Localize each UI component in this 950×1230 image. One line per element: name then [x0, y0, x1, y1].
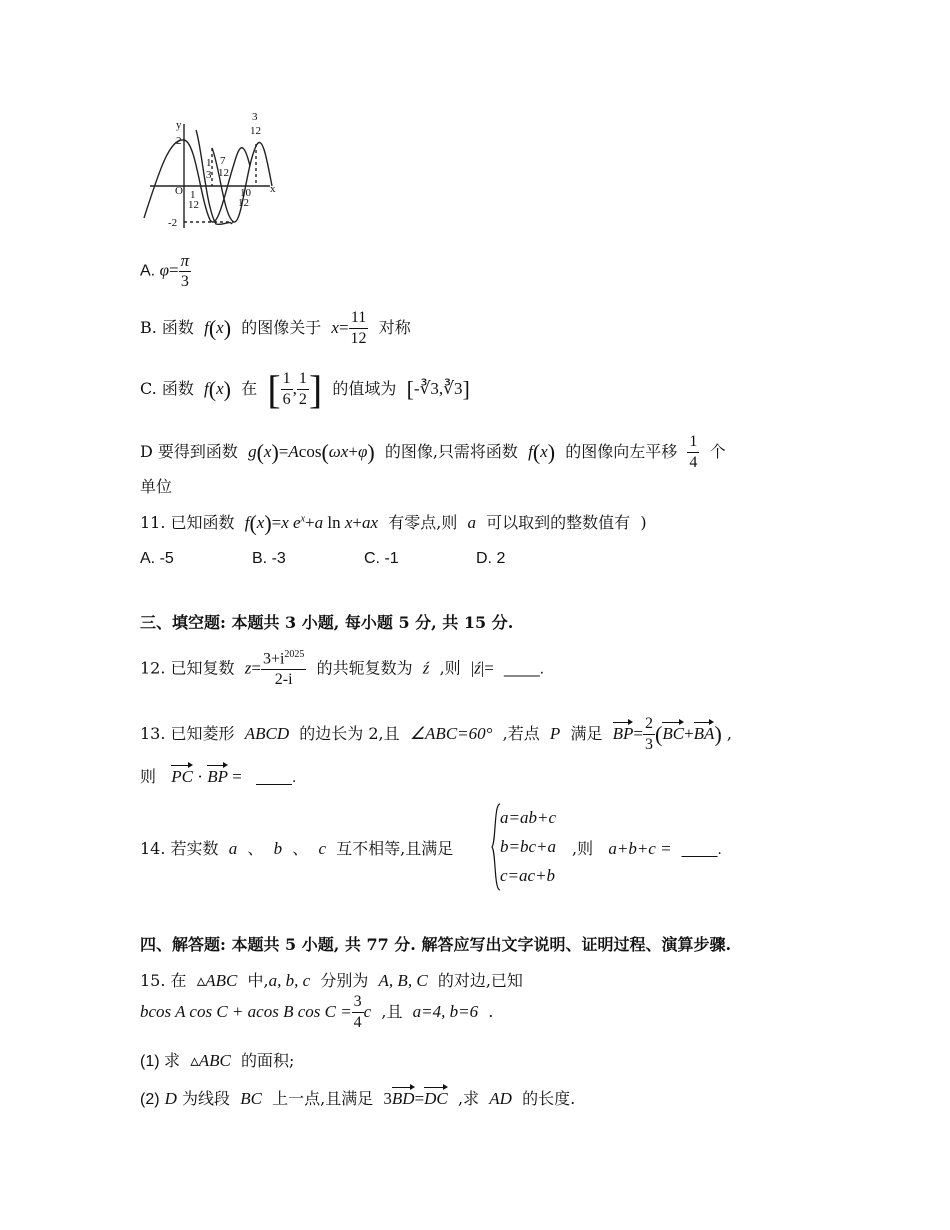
- q10-option-c: C. 函数 f(x) 在 [ $\frac{1}{6}$ , $\frac{1}{2}$ ] 的值域为 [-∛3,∛3]: [140, 367, 470, 412]
- label-mid-num: 1: [206, 157, 212, 169]
- label-origin: O: [175, 185, 183, 197]
- q10-option-a: A. φ= $\frac{\pi}{3}$: [140, 251, 190, 290]
- sine-graph-figure: [140, 108, 280, 233]
- q10-option-d: D 要得到函数 g(x)=Acos(ωx+φ) 的图像,只需将函数 f(x) 的图像向左平移 $\frac{1}{4}$ 个: [140, 433, 726, 471]
- q14-eq-3: c=ac+b: [500, 866, 556, 885]
- label-low-den: 12: [188, 199, 199, 211]
- q11-option-c: C. -1: [364, 550, 399, 567]
- label-low-num: 1: [190, 189, 196, 201]
- label-top-num: 3: [252, 111, 258, 123]
- q11-option-b: B. -3: [252, 550, 286, 567]
- q15-stem: 15. 在 ▵ABC 中,a, b, c 分别为 A, B, C 的对边,已知: [140, 971, 523, 990]
- label-right-den: 12: [238, 197, 249, 209]
- q11-option-a: A. -5: [140, 550, 174, 567]
- label-mid2-num: 7: [220, 155, 226, 167]
- label-y: y: [176, 119, 182, 131]
- q14-eq-1: a=ab+c: [500, 808, 556, 827]
- q15-part-2: (2) D 为线段 BC 上一点,且满足 3BD=DC ,求 AD 的长度.: [140, 1089, 576, 1108]
- label-mid-den: 3: [206, 169, 212, 181]
- q15-part-1: (1) 求 ▵ABC 的面积;: [140, 1051, 295, 1070]
- q11-stem: 11. 已知函数 f(x)=x $e^x+a$ ln x+ax 有零点,则 a 可以取到的整数值有 ): [140, 510, 647, 536]
- q13-stem: 13. 已知菱形 ABCD 的边长为 2,且 ∠ABC=60° ,若点 P 满足 BP= $\frac{2}{3}$ (BC+BA) ,: [140, 715, 732, 753]
- q13-stem-cont: 则 PC · BP = ____.: [140, 767, 297, 786]
- label-mid2-den: 12: [218, 167, 229, 179]
- label-neg-two: -2: [168, 217, 178, 229]
- section-3-title: 三、填空题: 本题共 3 小题, 每小题 5 分, 共 15 分.: [140, 613, 514, 632]
- q14-stem: 14. 若实数 a 、 b 、 c 互不相等,且满足: [140, 839, 454, 858]
- q12-stem: 12. 已知复数 z= $\frac{3+i^{2025}}{2-i}$ 的共轭复数为 ź ,则 |ź|= ____.: [140, 649, 545, 689]
- q14-eq-2: b=bc+a: [500, 837, 556, 856]
- q10-option-b: B. 函数 f(x) 的图像关于 x= $\frac{11}{12}$ 对称: [140, 309, 411, 347]
- section-4-title: 四、解答题: 本题共 5 小题, 共 77 分. 解答应写出文字说明、证明过程、演算步骤.: [140, 935, 732, 954]
- label-top-den: 12: [250, 125, 261, 137]
- label-right-num: 10: [240, 187, 251, 199]
- q14-stem-end: ,则 a+b+c = ____.: [572, 839, 722, 858]
- q11-option-d: D. 2: [476, 550, 506, 567]
- label-x: x: [270, 183, 276, 195]
- label-left-top: 2: [176, 135, 182, 147]
- q10-option-d-cont: 单位: [140, 477, 173, 496]
- q15-equation: bcos A cos C + acos B cos C = $\frac{3}{4}$ c ,且 a=4, b=6 .: [140, 993, 494, 1031]
